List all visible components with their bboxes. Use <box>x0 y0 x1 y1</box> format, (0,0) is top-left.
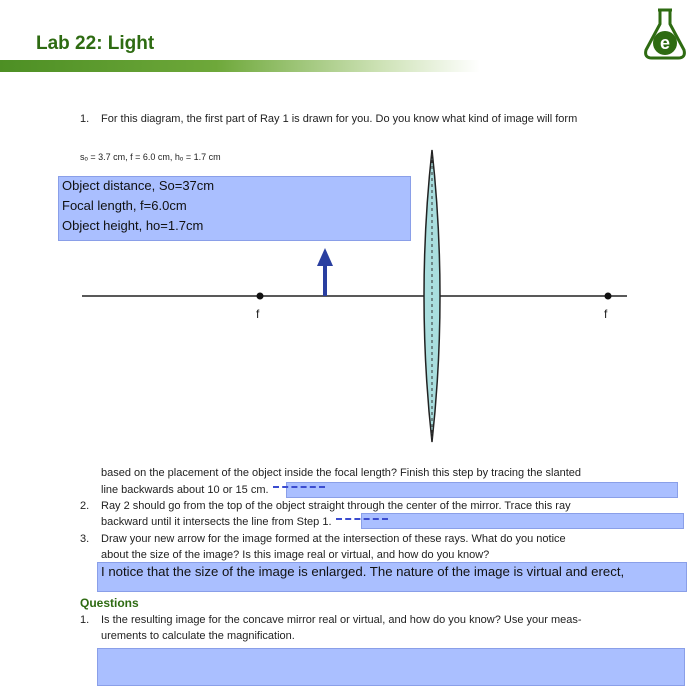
question1-answer-field[interactable] <box>97 648 685 686</box>
lens-diagram <box>0 140 697 450</box>
questions-heading: Questions <box>80 596 139 610</box>
step1-text: For this diagram, the first part of Ray 1 is drawn for you. Do you know what kind of image will form <box>101 113 578 125</box>
question1-line1: Is the resulting image for the concave mirror real or virtual, and how do you know? Use your meas- <box>101 614 582 626</box>
question1-line2: urements to calculate the magnification. <box>101 630 295 642</box>
question1-number: 1. <box>80 614 90 626</box>
title-underline-bar <box>0 60 480 72</box>
answer-line-2: Focal length, f=6.0cm <box>62 198 187 213</box>
focal-point-left <box>257 293 264 300</box>
step2-answer-field[interactable] <box>361 513 684 529</box>
focal-label-right: f <box>604 307 608 321</box>
step3-answer-text: I notice that the size of the image is enlarged. The nature of the image is virtual and erect, <box>101 564 625 579</box>
object-arrow-head <box>317 248 333 266</box>
step2-line2 <box>101 516 388 528</box>
step3-number: 3. <box>80 533 90 545</box>
flask-logo-icon <box>640 6 690 62</box>
step1-answer-field[interactable] <box>286 482 678 498</box>
step1-continued-line2 <box>101 484 325 496</box>
logo-letter: e <box>659 33 671 53</box>
answer-line-1: Object distance, So=37cm <box>62 178 215 193</box>
step3-answer-field[interactable] <box>97 562 687 592</box>
step3-line2: about the size of the image? Is this image real or virtual, and how do you know? <box>101 549 490 561</box>
focal-label-left: f <box>256 307 260 321</box>
step1-continued-line1: based on the placement of the object inside the focal length? Finish this step by tracing the slanted <box>101 467 582 479</box>
dashed-blank-2 <box>336 518 388 526</box>
convex-lens <box>424 150 440 442</box>
step1-number: 1. <box>80 113 90 125</box>
step3-line1: Draw your new arrow for the image formed at the intersection of these rays. What do you notice <box>101 533 566 545</box>
dashed-blank-1 <box>273 486 325 494</box>
step1-continued-line2-text: line backwards about 10 or 15 cm. <box>101 484 269 496</box>
answer-line-3: Object height, ho=1.7cm <box>62 218 204 233</box>
step2-number: 2. <box>80 500 90 512</box>
step2-line2-text: backward until it intersects the line from Step 1. <box>101 516 332 528</box>
question1-answer-text <box>98 649 684 653</box>
focal-point-right <box>605 293 612 300</box>
page-title: Lab 22: Light <box>36 33 155 54</box>
step2-line1: Ray 2 should go from the top of the object straight through the center of the mirror. Trace this ray <box>101 500 571 512</box>
given-values: sₒ = 3.7 cm, f = 6.0 cm, hₒ = 1.7 cm <box>80 152 221 162</box>
